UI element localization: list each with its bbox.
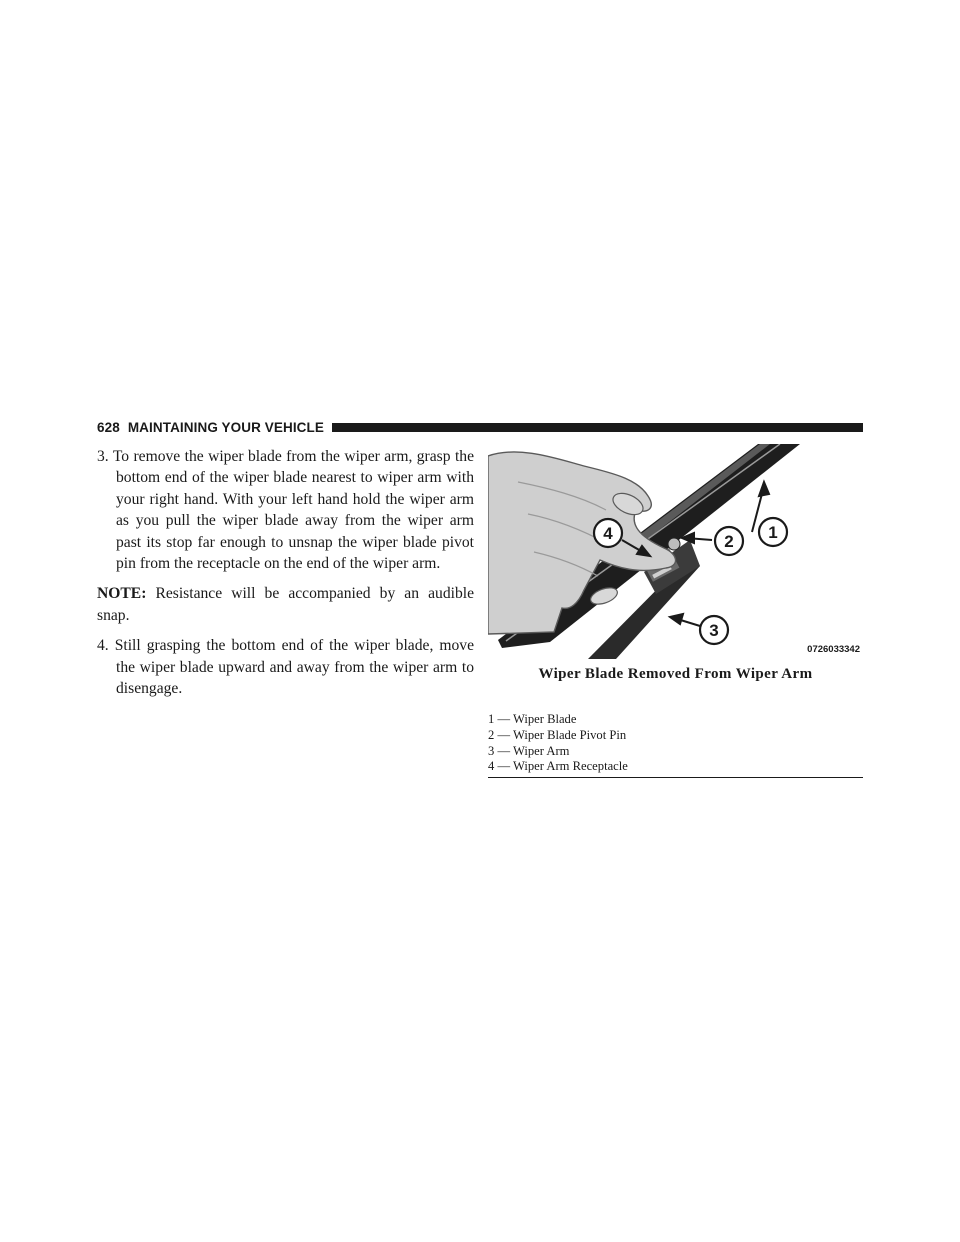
legend-item-4: 4 — Wiper Arm Receptacle: [488, 759, 628, 774]
callout-2-label: 2: [724, 532, 734, 551]
wiper-illustration: [488, 444, 863, 659]
figure-code: 0726033342: [807, 644, 860, 655]
legend-item-1: 1 — Wiper Blade: [488, 712, 577, 726]
callout-4-label: 4: [603, 524, 613, 543]
page-header: [97, 418, 863, 436]
step-4: 4. Still grasping the bottom end of the wiper blade, move the wiper blade upward and away from the wiper arm to disengage.: [97, 637, 474, 698]
note-paragraph: [97, 583, 474, 626]
legend-item-2: 2 — Wiper Blade Pivot Pin: [488, 727, 627, 742]
instruction-text: [97, 446, 474, 708]
figure-caption: Wiper Blade Removed From Wiper Arm: [538, 666, 813, 682]
note-text: Resistance will be accompanied by an audible snap.: [97, 585, 474, 624]
legend-item-3: 3 — Wiper Arm: [488, 743, 570, 758]
header-rule: [332, 423, 863, 432]
figure-legend: [488, 712, 863, 775]
callout-3-label: 3: [709, 621, 719, 640]
wiper-figure: [488, 444, 863, 659]
step-3: 3. To remove the wiper blade from the wiper arm, grasp the bottom end of the wiper blade nearest to wiper arm with your right hand. With your left hand hold the wiper arm as you pull the wiper blade away from the wiper arm past its stop far enough to unsnap the wiper blade pivot pin from the receptacle on the end of the wiper arm.: [97, 448, 474, 573]
callout-1-label: 1: [768, 523, 778, 542]
legend-rule: [488, 777, 863, 778]
section-title: MAINTAINING YOUR VEHICLE: [127, 419, 324, 435]
note-label: NOTE:: [97, 585, 147, 603]
page-number: 628: [97, 419, 120, 435]
